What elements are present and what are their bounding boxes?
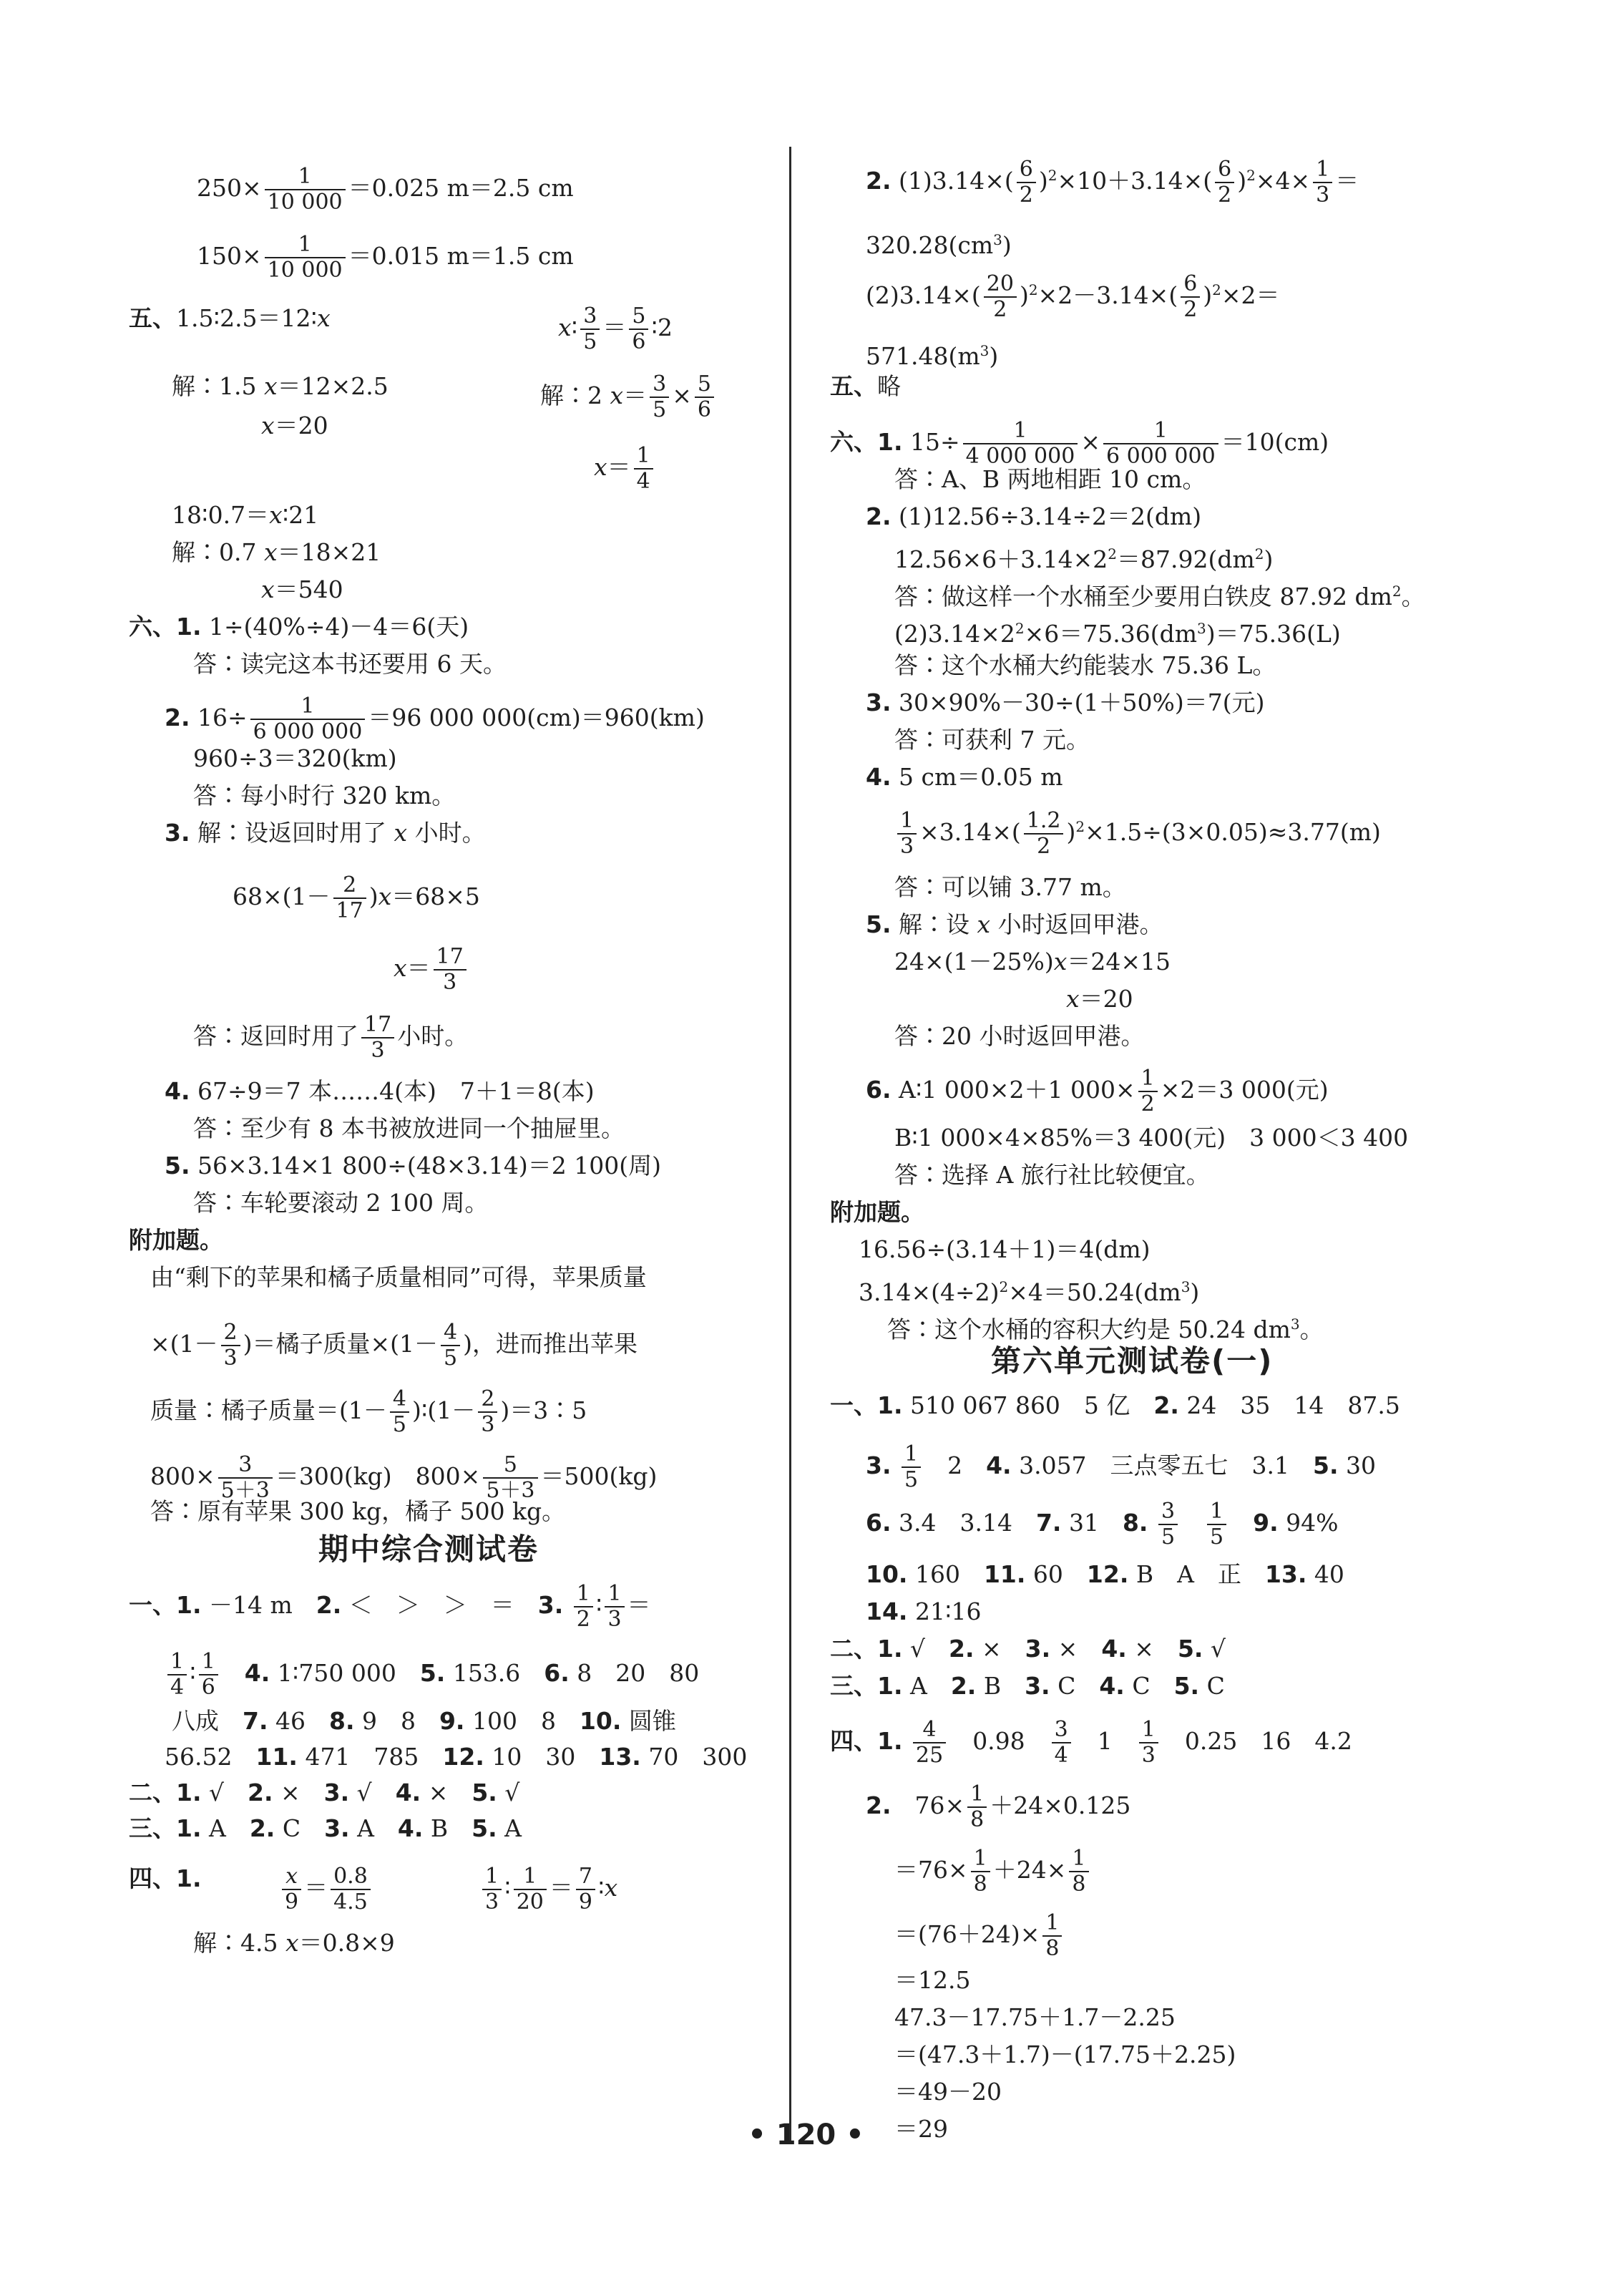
answer-line: x＝20 bbox=[1066, 985, 1133, 1013]
answer-line: 附加题。 bbox=[830, 1198, 924, 1226]
answer-line: 八成 7. 46 8. 9 8 9. 100 8 10. 圆锥 bbox=[172, 1707, 676, 1735]
answer-line: 解∶1.5 x＝12×2.5 bbox=[172, 372, 389, 400]
answer-line: 答∶读完这本书还要用 6 天。 bbox=[193, 650, 507, 678]
column-divider bbox=[789, 147, 791, 2144]
answer-line: 47.3－17.75＋1.7－2.25 bbox=[894, 2003, 1176, 2031]
fraction: $\frac{17}{3}$ bbox=[434, 945, 466, 995]
fraction: $\frac{1}{3}$ bbox=[1139, 1718, 1158, 1768]
fraction: $\frac{4}{5}$ bbox=[390, 1387, 409, 1437]
answer-line: x＝20 bbox=[261, 412, 328, 439]
answer-line: $(2)3.14\times 2^2\times 6=75.36(dm^3)=75.36(L)$ bbox=[894, 620, 1341, 648]
answer-line: B∶1 000×4×85%＝3 400(元) 3 000＜3 400 bbox=[894, 1124, 1409, 1152]
answer-line: 二、1. √ 2. × 3. √ 4. × 5. √ bbox=[129, 1779, 520, 1806]
fraction: $\frac{1}{8}$ bbox=[971, 1847, 990, 1897]
fraction: $\frac{1}{10 000}$ bbox=[265, 165, 346, 215]
fraction: $\frac{6}{2}$ bbox=[1017, 157, 1036, 208]
answer-line: 答∶车轮要滚动 2 100 周。 bbox=[193, 1189, 489, 1217]
answer-line: 2. (1)12.56÷3.14÷2＝2(dm) bbox=[866, 502, 1202, 530]
answer-line: 六、1. 1÷(40%÷4)－4＝6(天) bbox=[129, 613, 469, 641]
answer-line: 6. 3.4 3.14 7. 31 8. $\frac{3}{5}$ $\frac{1}{5}$ 9. 94% bbox=[866, 1499, 1339, 1550]
answer-line: 56.52 11. 471 785 12. 10 30 13. 70 300 bbox=[165, 1743, 748, 1771]
answer-line: 答∶至少有 8 本书被放进同一个抽屉里。 bbox=[193, 1114, 625, 1142]
answer-line: ＝49－20 bbox=[894, 2078, 1002, 2106]
answer-line: 150× $\frac{1}{10 000}$ ＝0.015 m＝1.5 cm bbox=[197, 232, 574, 283]
fraction: $\frac{6}{2}$ bbox=[1181, 272, 1200, 322]
answer-line: $320.28(cm^3)$ bbox=[866, 231, 1012, 259]
fraction: $\frac{1}{4}$ bbox=[167, 1650, 187, 1700]
fraction: $\frac{1}{3}$ bbox=[482, 1864, 502, 1915]
answer-line: 六、1. 15÷ $\frac{1}{4 000 000}$ × $\frac{1}{6 000 000}$ ＝10(cm) bbox=[830, 418, 1329, 469]
answer-line: ×(1－ $\frac{2}{3}$ )＝橘子质量×(1－ $\frac{4}{5}$ )，进而推出苹果 bbox=[150, 1320, 638, 1371]
fraction: $\frac{1}{4}$ bbox=[634, 444, 653, 494]
answer-line: 质量∶橘子质量＝(1－ $\frac{4}{5}$ )∶(1－ $\frac{2}{3}$ )＝3∶5 bbox=[150, 1386, 587, 1437]
fraction: $\frac{1}{3}$ bbox=[605, 1582, 624, 1632]
answer-line: $\frac{1}{4}$ ∶ $\frac{1}{6}$ 4. 1∶750 000 5. 153.6 6. 8 20 80 bbox=[165, 1650, 699, 1700]
section-title: 第六单元测试卷(一) bbox=[991, 1343, 1274, 1378]
answer-line: $12.56\times 6+3.14\times 2^2=87.92(dm^2)$ bbox=[894, 545, 1274, 573]
answer-line: 2. 16÷ $\frac{1}{6 000 000}$ ＝96 000 000(cm)＝960(km) bbox=[165, 694, 705, 744]
fraction: $\frac{4}{5}$ bbox=[441, 1320, 460, 1371]
fraction: $\frac{7}{9}$ bbox=[576, 1864, 595, 1915]
fraction: $\frac{5}{5+3}$ bbox=[483, 1453, 537, 1503]
fraction: $\frac{1}{8}$ bbox=[1042, 1911, 1062, 1961]
answer-line: 答∶这个水桶大约能装水 75.36 L。 bbox=[894, 651, 1276, 679]
fraction: $\frac{1}{2}$ bbox=[1138, 1066, 1158, 1117]
fraction: $\frac{3}{4}$ bbox=[1052, 1718, 1071, 1768]
answer-line: ＝76× $\frac{1}{8}$ ＋24× $\frac{1}{8}$ bbox=[894, 1847, 1092, 1897]
answer-line: x＝ $\frac{17}{3}$ bbox=[394, 945, 469, 995]
answer-line: 答∶这个水桶的容积大约是 50.24 $dm^3$。 bbox=[887, 1315, 1324, 1343]
fraction: $\frac{1}{20}$ bbox=[514, 1864, 547, 1915]
fraction: $\frac{3}{5}$ bbox=[580, 304, 600, 354]
answer-line: 14. 21∶16 bbox=[866, 1597, 982, 1625]
answer-line: 960÷3＝320(km) bbox=[193, 744, 397, 772]
answer-line: 4. 5 cm＝0.05 m bbox=[866, 763, 1063, 791]
answer-line: 一、1. －14 m 2. ＜ ＞ ＞ ＝ 3. $\frac{1}{2}$ ∶ $\frac{1}{3}$ ＝ bbox=[129, 1581, 651, 1632]
section-title: 期中综合测试卷 bbox=[318, 1532, 539, 1567]
answer-line: x∶ $\frac{3}{5}$ ＝ $\frac{5}{6}$ ∶2 bbox=[558, 303, 673, 354]
answer-line: x＝540 bbox=[261, 575, 343, 603]
fraction: $\frac{1}{6}$ bbox=[199, 1650, 218, 1700]
answer-line: 答∶20 小时返回甲港。 bbox=[894, 1022, 1145, 1050]
answer-line: 由“剩下的苹果和橘子质量相同”可得，苹果质量 bbox=[150, 1263, 647, 1291]
answer-line: ＝(76＋24)× $\frac{1}{8}$ bbox=[894, 1911, 1065, 1961]
fraction: $\frac{5}{6}$ bbox=[695, 372, 714, 422]
fraction: $\frac{5}{6}$ bbox=[629, 304, 648, 354]
answer-line: 四、1. $\frac{4}{25}$ 0.98 $\frac{3}{4}$ 1 $\frac{1}{3}$ 0.25 16 4.2 bbox=[830, 1717, 1352, 1768]
fraction: $\frac{0.8}{4.5}$ bbox=[331, 1864, 371, 1915]
answer-line: $571.48(m^3)$ bbox=[866, 342, 999, 370]
answer-line: 解∶0.7 x＝18×21 bbox=[172, 538, 381, 566]
answer-line: 4. 67÷9＝7 本……4(本) 7＋1＝8(本) bbox=[165, 1077, 595, 1105]
fraction: $\frac{17}{3}$ bbox=[361, 1013, 394, 1063]
answer-line: (2)3.14×( $\frac{20}{2}$ )$^2$×2－3.14×( $\frac{6}{2}$ )$^2$×2＝ bbox=[866, 271, 1280, 322]
fraction: $\frac{1.2}{2}$ bbox=[1024, 809, 1064, 859]
fraction: $\frac{2}{3}$ bbox=[221, 1320, 240, 1371]
answer-line: 3. $\frac{1}{5}$ 2 4. 3.057 三点零五七 3.1 5. 30 bbox=[866, 1441, 1377, 1492]
answer-line: 三、1. A 2. B 3. C 4. C 5. C bbox=[830, 1672, 1225, 1700]
answer-line: 附加题。 bbox=[129, 1226, 223, 1254]
answer-line: 答∶A、B 两地相距 10 cm。 bbox=[894, 465, 1206, 493]
fraction: $\frac{1}{6 000 000}$ bbox=[250, 694, 366, 744]
fraction: $\frac{6}{2}$ bbox=[1215, 157, 1234, 208]
answer-line: 答∶可获利 7 元。 bbox=[894, 726, 1090, 754]
answer-line: 解∶2 x＝ $\frac{3}{5}$ × $\frac{5}{6}$ bbox=[540, 372, 717, 422]
answer-line: ＝29 bbox=[894, 2115, 948, 2143]
answer-line: 五、略 bbox=[830, 372, 901, 400]
answer-line: 一、1. 510 067 860 5 亿 2. 24 35 14 87.5 bbox=[830, 1391, 1400, 1419]
answer-line: 答∶选择 A 旅行社比较便宜。 bbox=[894, 1161, 1210, 1189]
answer-line: 2. 76× $\frac{1}{8}$ ＋24×0.125 bbox=[866, 1781, 1131, 1832]
answer-line: 二、1. √ 2. × 3. × 4. × 5. √ bbox=[830, 1635, 1226, 1663]
fraction: $\frac{1}{8}$ bbox=[967, 1782, 987, 1832]
fraction: $\frac{2}{3}$ bbox=[478, 1387, 497, 1437]
answer-line: 解∶4.5 x＝0.8×9 bbox=[193, 1929, 395, 1957]
answer-line: 五、1.5∶2.5＝12∶x bbox=[129, 304, 331, 332]
answer-line: $\frac{1}{3}$ ×3.14×( $\frac{1.2}{2}$ )$^2$×1.5÷(3×0.05)≈3.77(m) bbox=[894, 809, 1381, 859]
answer-line: 答∶原有苹果 300 kg，橘子 500 kg。 bbox=[150, 1497, 566, 1525]
answer-line: 四、1. bbox=[129, 1864, 202, 1892]
fraction: $\frac{20}{2}$ bbox=[984, 272, 1017, 322]
answer-line: 68×(1－ $\frac{2}{17}$ )x＝68×5 bbox=[233, 872, 480, 923]
answer-line: 800× $\frac{3}{5+3}$ ＝300(kg) 800× $\frac{5}{5+3}$ ＝500(kg) bbox=[150, 1452, 658, 1503]
fraction: $\frac{3}{5+3}$ bbox=[218, 1453, 273, 1503]
answer-line: 三、1. A 2. C 3. A 4. B 5. A bbox=[129, 1814, 522, 1842]
answer-line: 6. A∶1 000×2＋1 000× $\frac{1}{2}$ ×2＝3 000(元) bbox=[866, 1066, 1329, 1117]
fraction: $\frac{1}{5}$ bbox=[1207, 1499, 1226, 1550]
fraction: $\frac{1}{3}$ bbox=[1313, 157, 1332, 208]
fraction: $\frac{1}{4 000 000}$ bbox=[963, 419, 1078, 469]
fraction: $\frac{1}{8}$ bbox=[1069, 1847, 1088, 1897]
fraction: $\frac{4}{25}$ bbox=[913, 1718, 946, 1768]
answer-line: 答∶返回时用了 $\frac{17}{3}$ 小时。 bbox=[193, 1012, 469, 1063]
answer-line: $\frac{x}{9}$ ＝ $\frac{0.8}{4.5}$ bbox=[279, 1864, 373, 1915]
answer-line: 3. 解∶设返回时用了 x 小时。 bbox=[165, 819, 486, 847]
answer-line: 250× $\frac{1}{10 000}$ ＝0.025 m＝2.5 cm bbox=[197, 164, 574, 215]
answer-line: 答∶可以铺 3.77 m。 bbox=[894, 873, 1126, 901]
answer-line: 答∶做这样一个水桶至少要用白铁皮 87.92 $dm^2$。 bbox=[894, 583, 1425, 611]
fraction: $\frac{1}{6 000 000}$ bbox=[1103, 419, 1218, 469]
fraction: $\frac{3}{5}$ bbox=[650, 372, 669, 422]
fraction: $\frac{1}{3}$ bbox=[897, 809, 917, 859]
answer-line: $\frac{1}{3}$ ∶ $\frac{1}{20}$ ＝ $\frac{7}{9}$ ∶x bbox=[479, 1864, 617, 1915]
fraction: $\frac{2}{17}$ bbox=[333, 873, 366, 923]
page-number: • 120 • bbox=[748, 2119, 864, 2151]
answer-line: 2. (1)3.14×( $\frac{6}{2}$ )$^2$×10＋3.14×( $\frac{6}{2}$ )$^2$×4× $\frac{1}{3}$ ＝ bbox=[866, 157, 1359, 208]
answer-line: 5. 解∶设 x 小时返回甲港。 bbox=[866, 910, 1163, 938]
answer-line: ＝12.5 bbox=[894, 1966, 971, 1994]
answer-line: 3. 30×90%－30÷(1＋50%)＝7(元) bbox=[866, 689, 1265, 716]
fraction: $\frac{1}{10 000}$ bbox=[265, 233, 346, 283]
answer-line: 18∶0.7＝x∶21 bbox=[172, 501, 319, 529]
answer-line: x＝ $\frac{1}{4}$ bbox=[594, 444, 656, 494]
answer-line: 答∶每小时行 320 km。 bbox=[193, 782, 456, 809]
fraction: $\frac{3}{5}$ bbox=[1158, 1499, 1178, 1550]
fraction: $\frac{1}{2}$ bbox=[574, 1582, 593, 1632]
fraction: $\frac{1}{5}$ bbox=[902, 1442, 921, 1492]
answer-line: 16.56÷(3.14＋1)＝4(dm) bbox=[859, 1235, 1151, 1263]
answer-line: 5. 56×3.14×1 800÷(48×3.14)＝2 100(周) bbox=[165, 1152, 661, 1179]
answer-line: 24×(1－25%)x＝24×15 bbox=[894, 948, 1171, 976]
answer-line: $3.14\times(4\div 2)^2\times 4=50.24(dm^3)$ bbox=[859, 1278, 1200, 1306]
answer-line: 10. 160 11. 60 12. B A 正 13. 40 bbox=[866, 1560, 1344, 1588]
answer-line: ＝(47.3＋1.7)－(17.75＋2.25) bbox=[894, 2040, 1236, 2068]
fraction: $\frac{x}{9}$ bbox=[282, 1864, 301, 1915]
